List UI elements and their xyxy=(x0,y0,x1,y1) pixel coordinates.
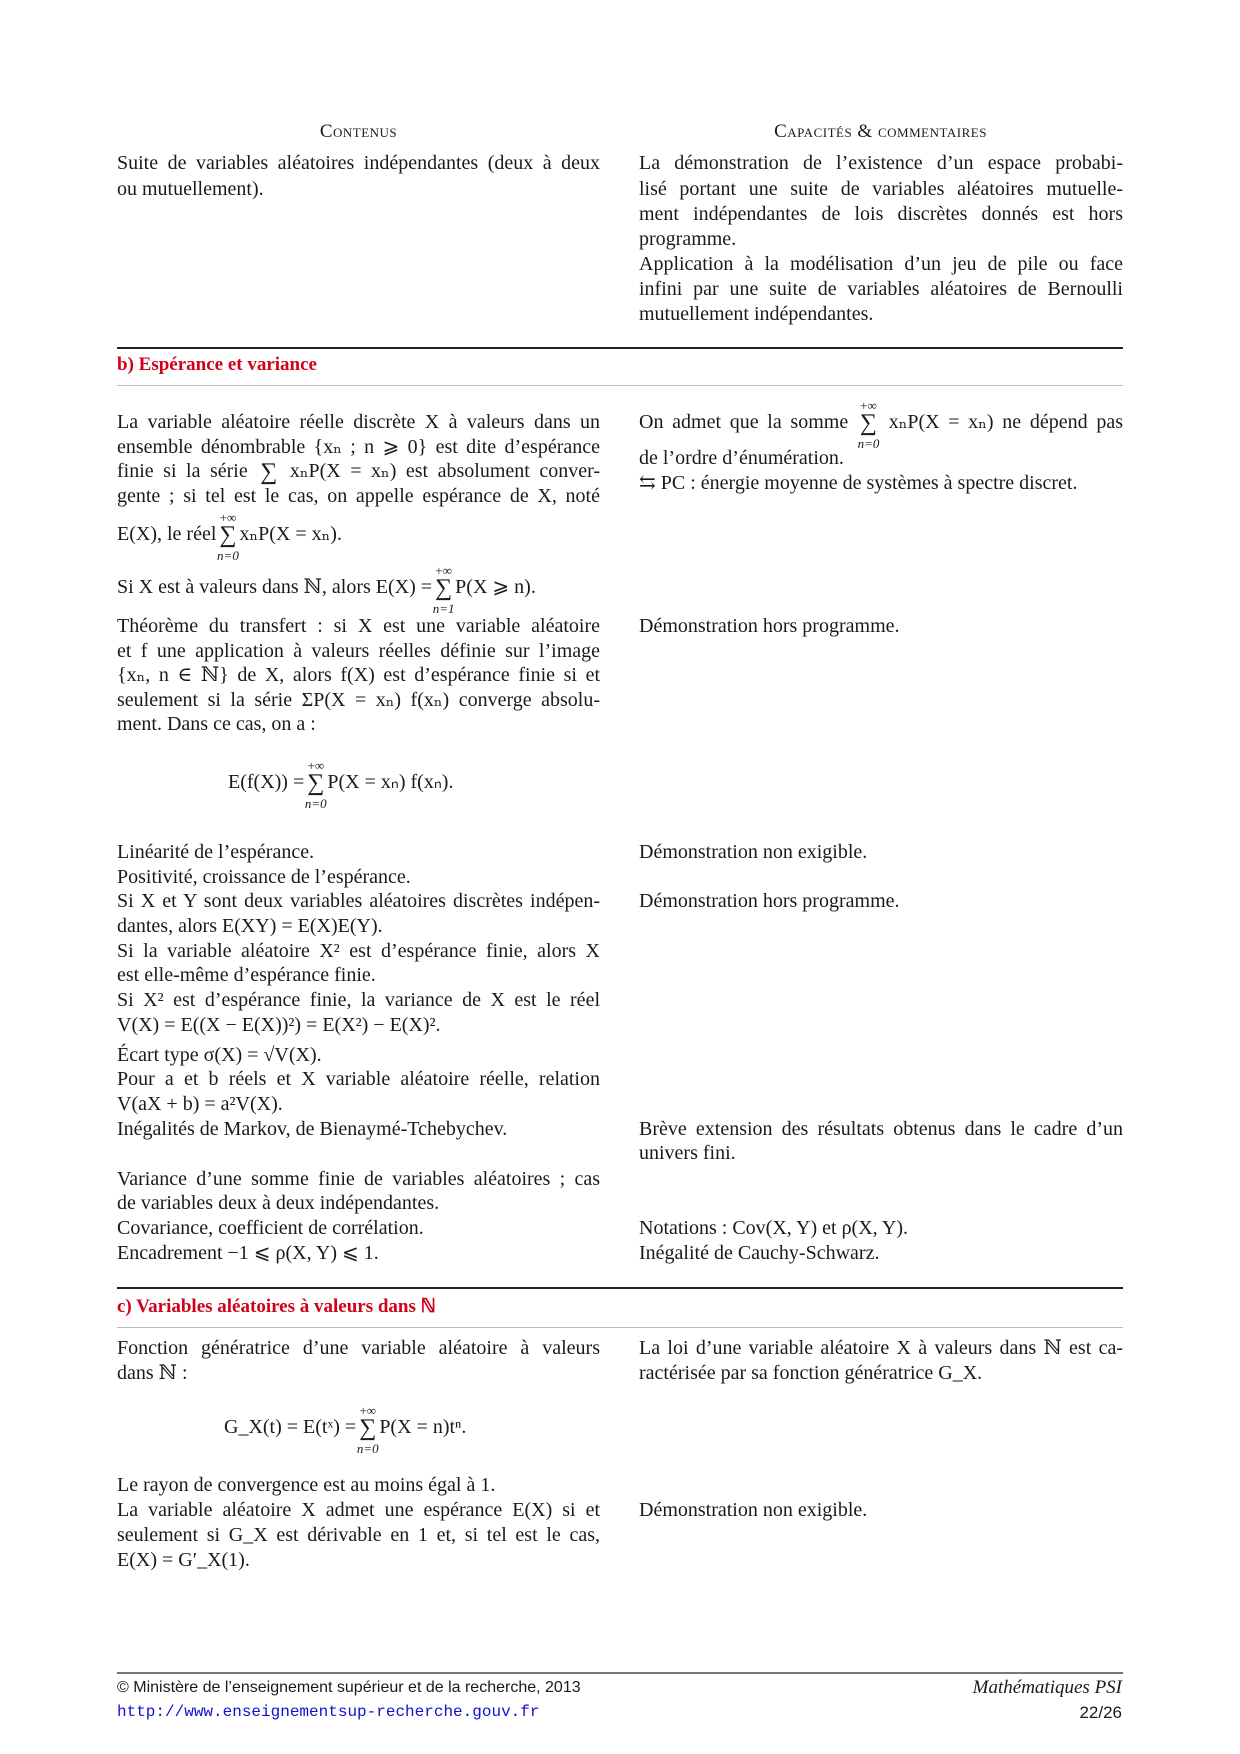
text-line: lisé portant une suite de variables aléatoires mutuelle- xyxy=(639,178,1123,200)
text-line: univers fini. xyxy=(639,1142,736,1164)
footer-subject: Mathématiques PSI xyxy=(972,1677,1122,1698)
text-line: de variables deux à deux indépendantes. xyxy=(117,1192,440,1214)
sum-lower: n=0 xyxy=(857,436,880,451)
sum-symbol: +∞ ∑ n=1 xyxy=(432,563,455,616)
text-line: Inégalité de Cauchy-Schwarz. xyxy=(639,1242,880,1264)
text-line: Application à la modélisation d’un jeu de pile ou face xyxy=(639,253,1123,275)
text-line: Le rayon de convergence est au moins égal à 1. xyxy=(117,1474,496,1496)
text-line: La loi d’une variable aléatoire X à valeurs dans ℕ est ca- xyxy=(639,1337,1123,1359)
text: G_X(t) = E(tˣ) = xyxy=(224,1416,357,1438)
text-line: E(X) = G′_X(1). xyxy=(117,1549,250,1571)
sum-symbol: +∞ ∑ n=0 xyxy=(356,1403,379,1456)
sum-upper: +∞ xyxy=(860,398,877,413)
text-line: dans ℕ : xyxy=(117,1362,188,1384)
text-line: Positivité, croissance de l’espérance. xyxy=(117,866,411,888)
text-line: mutuellement indépendantes. xyxy=(639,303,874,325)
sum-symbol: +∞ ∑ n=0 xyxy=(217,510,239,563)
sum-upper: +∞ xyxy=(307,758,325,773)
text-line: Écart type σ(X) = √V(X). xyxy=(117,1044,322,1066)
sum-upper: +∞ xyxy=(435,563,452,578)
text-line xyxy=(639,398,1123,451)
text-line: Linéarité de l’espérance. xyxy=(117,841,315,863)
text-line: ou mutuellement). xyxy=(117,178,264,200)
sum-upper: +∞ xyxy=(359,1403,377,1418)
text-line: V(X) = E((X − E(X))²) = E(X²) − E(X)². xyxy=(117,1014,441,1036)
text: Si X est à valeurs dans ℕ, alors E(X) = xyxy=(117,576,433,598)
section-divider xyxy=(117,385,1123,386)
sum-lower: n=0 xyxy=(304,796,327,811)
text: E(X), le réel xyxy=(117,523,217,545)
text-line: ⇆ PC : énergie moyenne de systèmes à spectre discret. xyxy=(639,472,1078,494)
page-number: 22/26 xyxy=(1079,1703,1122,1722)
text-line: Suite de variables aléatoires indépendantes (deux à deux xyxy=(117,152,600,174)
text-line: V(aX + b) = a²V(X). xyxy=(117,1093,283,1115)
section-title-c: c) Variables aléatoires à valeurs dans ℕ xyxy=(117,1296,436,1317)
text-line xyxy=(117,563,600,616)
text-line: Brève extension des résultats obtenus dans le cadre d’un xyxy=(639,1118,1123,1140)
sum-lower: n=1 xyxy=(432,601,455,616)
text-line: de l’ordre d’énumération. xyxy=(639,447,844,469)
text-line: Si X² est d’espérance finie, la variance de X est le réel xyxy=(117,989,600,1011)
text-line: seulement si la série ΣP(X = xₙ) f(xₙ) converge absolu- xyxy=(117,689,600,711)
text-line: et f une application à valeurs réelles définie sur l’image xyxy=(117,640,600,662)
text: P(X ⩾ n). xyxy=(455,576,536,598)
text-line xyxy=(117,510,600,563)
text-line: dantes, alors E(XY) = E(X)E(Y). xyxy=(117,915,383,937)
text-line: Démonstration non exigible. xyxy=(639,1499,868,1521)
transfer-formula xyxy=(228,758,454,811)
text-line: Pour a et b réels et X variable aléatoire réelle, relation xyxy=(117,1068,600,1090)
column-header-contenus: Contenus xyxy=(319,121,398,142)
text-line: Démonstration non exigible. xyxy=(639,841,868,863)
text-line: programme. xyxy=(639,228,737,250)
text-line: ractérisée par sa fonction génératrice G_X. xyxy=(639,1362,983,1384)
footer-link[interactable]: http://www.enseignementsup-recherche.gouv.fr xyxy=(117,1703,540,1721)
text-line: Si la variable aléatoire X² est d’espérance finie, alors X xyxy=(117,940,600,962)
text-line: est elle-même d’espérance finie. xyxy=(117,964,376,986)
footer-copyright: © Ministère de l’enseignement supérieur et de la recherche, 2013 xyxy=(117,1679,581,1696)
sum-lower: n=0 xyxy=(217,548,239,563)
text-line: La démonstration de l’existence d’un espace probabi- xyxy=(639,152,1123,174)
text-line: Encadrement −1 ⩽ ρ(X, Y) ⩽ 1. xyxy=(117,1242,379,1264)
generating-function-formula xyxy=(224,1403,467,1456)
text: E(f(X)) = xyxy=(228,771,305,793)
sum-symbol: ∑ xyxy=(260,459,278,485)
text-line: Notations : Cov(X, Y) et ρ(X, Y). xyxy=(639,1217,909,1239)
text-line: ensemble dénombrable {xₙ ; n ⩾ 0} est dite d’espérance xyxy=(117,436,600,458)
text-line: Fonction génératrice d’une variable aléatoire à valeurs xyxy=(117,1337,600,1359)
text-line: Si X et Y sont deux variables aléatoires discrètes indépen- xyxy=(117,890,600,912)
text-line: {xₙ, n ∈ ℕ} de X, alors f(X) est d’espérance finie si et xyxy=(117,664,600,686)
sum-symbol: +∞ ∑ n=0 xyxy=(857,398,880,451)
section-divider xyxy=(117,1327,1123,1328)
text: P(X = n)tⁿ. xyxy=(379,1416,467,1438)
text-line xyxy=(117,459,600,484)
text-line: ment indépendantes de lois discrètes donnés est hors xyxy=(639,203,1123,225)
text: P(X = xₙ) f(xₙ). xyxy=(327,771,454,793)
sum-upper: +∞ xyxy=(219,510,237,525)
text-line: Covariance, coefficient de corrélation. xyxy=(117,1217,424,1239)
sum-symbol: +∞ ∑ n=0 xyxy=(304,758,327,811)
text-line: Démonstration hors programme. xyxy=(639,890,900,912)
text-line: infini par une suite de variables aléatoires de Bernoulli xyxy=(639,278,1123,300)
column-header-capacites: Capacités & commentaires xyxy=(774,121,987,142)
text-line: La variable aléatoire X admet une espérance E(X) si et xyxy=(117,1499,600,1521)
text: On admet que la somme xyxy=(639,411,849,433)
text-line: La variable aléatoire réelle discrète X à valeurs dans un xyxy=(117,411,600,433)
text-line: Inégalités de Markov, de Bienaymé-Tchebychev. xyxy=(117,1118,508,1140)
text-line: Démonstration hors programme. xyxy=(639,615,900,637)
text: finie si la série xyxy=(117,460,248,482)
text: xₙP(X = xₙ). xyxy=(239,523,342,545)
text-line: Théorème du transfert : si X est une variable aléatoire xyxy=(117,615,600,637)
text-line: seulement si G_X est dérivable en 1 et, si tel est le cas, xyxy=(117,1524,600,1546)
text-line: gente ; si tel est le cas, on appelle espérance de X, noté xyxy=(117,485,600,507)
text: xₙP(X = xₙ) ne dépend pas xyxy=(888,411,1123,433)
text-line: Variance d’une somme finie de variables aléatoires ; cas xyxy=(117,1168,600,1190)
text: xₙP(X = xₙ) est absolument conver- xyxy=(289,460,600,482)
section-divider xyxy=(117,1287,1123,1289)
text-line: ment. Dans ce cas, on a : xyxy=(117,713,316,735)
section-title-b: b) Espérance et variance xyxy=(117,354,317,375)
section-divider xyxy=(117,347,1123,349)
footer-divider xyxy=(117,1672,1123,1674)
sum-lower: n=0 xyxy=(356,1441,379,1456)
